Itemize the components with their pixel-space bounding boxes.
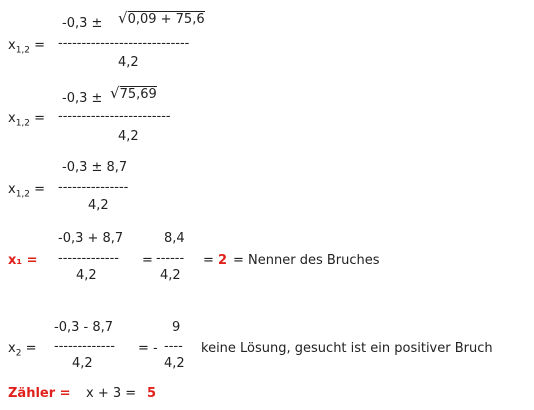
step-4-fraction-bar-1: ------------- — [58, 251, 119, 266]
step-5-numerator-1: -0,3 - 8,7 — [54, 320, 113, 335]
step-4-numerator-2: 8,4 — [164, 231, 185, 246]
square-root-icon: √ — [110, 84, 120, 102]
step-4-result: 2 — [218, 253, 228, 268]
step-5-lhs: $x_2$ = — [8, 341, 37, 359]
step-5-fraction-bar-1: ------------- — [54, 339, 115, 354]
step-3-fraction-bar: --------------- — [58, 180, 129, 195]
step-1-denominator: 4,2 — [118, 55, 139, 70]
step-4-tail-text: = Nenner des Bruches — [233, 253, 380, 268]
step-2-root — [110, 85, 157, 103]
step-3-denominator: 4,2 — [88, 198, 109, 213]
step-5-equals-minus: = - — [138, 341, 158, 356]
square-root-icon: √ — [118, 9, 128, 27]
step-1-radicand: 0,09 + 75,6 — [127, 12, 205, 27]
step-6-result: 5 — [147, 386, 157, 401]
step-5-fraction-bar-2: ---- — [164, 339, 183, 354]
step-5-numerator-2: 9 — [172, 320, 181, 335]
step-1-fraction-bar: ---------------------------- — [58, 36, 190, 51]
step-1-lhs: $x_{1,2}$ = — [8, 38, 46, 56]
step-2-radicand: 75,69 — [119, 87, 157, 102]
step-2-fraction-bar: ------------------------ — [58, 109, 171, 124]
step-3-lhs: $x_{1,2}$ = — [8, 182, 46, 200]
step-1-root — [118, 10, 205, 28]
step-6-label: Zähler = — [8, 386, 71, 401]
step-6-expression: x + 3 = — [86, 386, 137, 401]
step-4-denominator-1: 4,2 — [76, 268, 97, 283]
step-4-equals-1: = — [142, 253, 153, 268]
step-4-lhs: x₁ = — [8, 253, 38, 268]
step-4-fraction-bar-2: ------ — [156, 251, 185, 266]
step-4-equals-2: = — [203, 253, 214, 268]
step-2-numerator-prefix: -0,3 ± — [62, 91, 103, 106]
step-2-denominator: 4,2 — [118, 129, 139, 144]
step-4-numerator-1: -0,3 + 8,7 — [58, 231, 124, 246]
step-5-denominator-1: 4,2 — [72, 356, 93, 371]
step-1-numerator-prefix: -0,3 ± — [62, 16, 103, 31]
step-3-numerator: -0,3 ± 8,7 — [62, 160, 128, 175]
step-4-denominator-2: 4,2 — [160, 268, 181, 283]
step-2-lhs: $x_{1,2}$ = — [8, 111, 46, 129]
step-5-tail-text: keine Lösung, gesucht ist ein positiver Bruch — [201, 341, 493, 356]
step-5-denominator-2: 4,2 — [164, 356, 185, 371]
